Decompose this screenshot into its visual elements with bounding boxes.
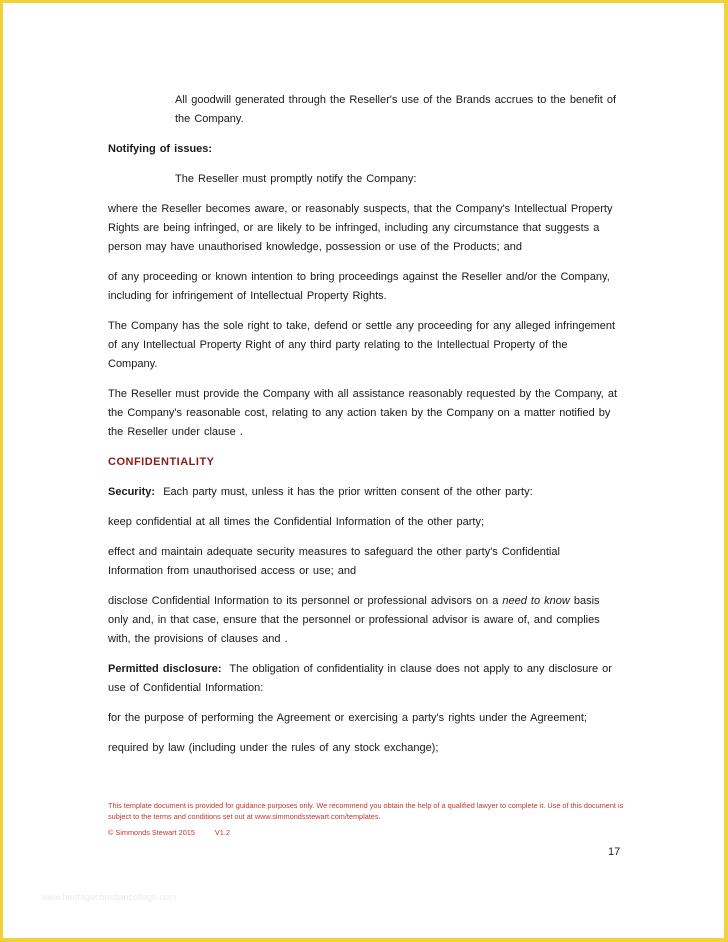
notifying-heading: Notifying of issues: bbox=[108, 143, 213, 155]
security-paragraph bbox=[108, 483, 618, 502]
version-text: V1.2 bbox=[214, 828, 230, 837]
goodwill-paragraph: All goodwill generated through the Reseller's use of the Brands accrues to the benefit of the Company. bbox=[175, 94, 617, 125]
notify-intro-paragraph: The Reseller must promptly notify the Company: bbox=[175, 173, 417, 185]
permitted-text: The obligation of confidentiality in clause does not apply to any disclosure or use of Confidential Information: bbox=[108, 663, 612, 694]
keep-confidential-paragraph: keep confidential at all times the Confidential Information of the other party; bbox=[108, 516, 485, 528]
page-number: 17 bbox=[608, 846, 621, 858]
permitted-disclosure-paragraph bbox=[108, 660, 618, 698]
performing-agreement-paragraph: for the purpose of performing the Agreement or exercising a party's rights under the Agreement; bbox=[108, 712, 587, 724]
disclose-text-start: disclose Confidential Information to its personnel or professional advisors on a bbox=[108, 595, 503, 607]
document-page bbox=[3, 3, 724, 938]
proceeding-paragraph: of any proceeding or known intention to bring proceedings against the Reseller and/or the Company, including for infringement of Intellectual Property Rights. bbox=[108, 271, 610, 302]
disclose-paragraph bbox=[108, 592, 618, 649]
footer-notice: This template document is provided for guidance purposes only. We recommend you obtain the help of a qualified lawyer to complete it. Use of this document is subject to the terms and conditions set out at www.simmondsstewart.com/templates. bbox=[108, 801, 624, 821]
security-label: Security: bbox=[108, 486, 156, 498]
footer-meta bbox=[108, 828, 230, 837]
security-measures-paragraph: effect and maintain adequate security measures to safeguard the other party's Confidential Information from unauthorised access or use; and bbox=[108, 546, 560, 577]
sole-right-paragraph: The Company has the sole right to take, defend or settle any proceeding for any alleged infringement of any Intellectual Property Right of any third party relating to the Intellectual Property of the Company. bbox=[108, 320, 616, 370]
disclose-text-end: basis only and, in that case, ensure that the personnel or professional advisor is aware of, and complies with, the provisions of clauses and . bbox=[108, 595, 600, 645]
required-by-law-paragraph: required by law (including under the rules of any stock exchange); bbox=[108, 742, 439, 754]
assistance-paragraph: The Reseller must provide the Company with all assistance reasonably requested by the Company, at the Company's reasonable cost, relating to any action taken by the Company on a matter notified by the Reseller under clause . bbox=[108, 388, 618, 438]
copyright-text: © Simmonds Stewart 2015 bbox=[108, 828, 195, 837]
permitted-label: Permitted disclosure: bbox=[108, 663, 222, 675]
infringement-paragraph: where the Reseller becomes aware, or reasonably suspects, that the Company's Intellectual Property Rights are being infringed, or are likely to be infringed, including any circumstance that suggests a person may have unauthorised knowledge, possession or use of the Products; and bbox=[108, 203, 613, 253]
security-text: Each party must, unless it has the prior written consent of the other party: bbox=[163, 486, 533, 498]
need-to-know-emphasis: need to know bbox=[502, 595, 570, 607]
watermark-text: www.heritagechristiancollege.com bbox=[41, 892, 177, 902]
confidentiality-heading: CONFIDENTIALITY bbox=[108, 456, 215, 468]
document-body bbox=[108, 91, 618, 769]
